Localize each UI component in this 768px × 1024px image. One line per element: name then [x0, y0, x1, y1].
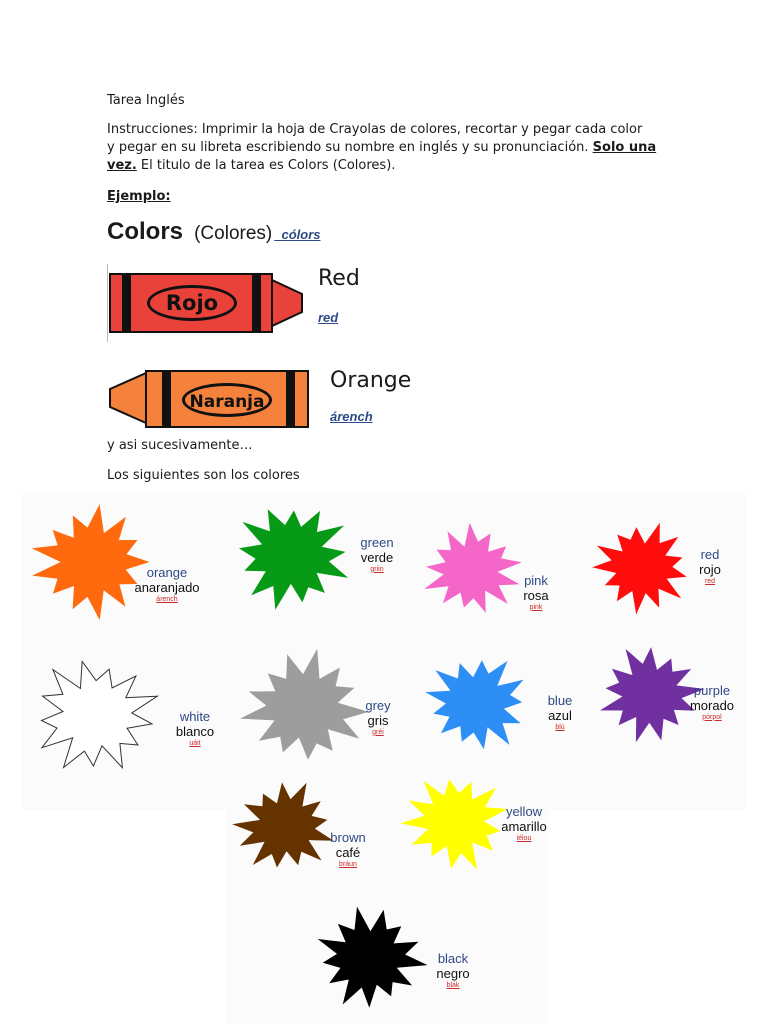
color-label-grey: [356, 699, 400, 737]
spanish-name: café: [335, 844, 361, 860]
starburst-green: [239, 509, 348, 610]
spanish-name: anaranjado: [134, 579, 200, 595]
spanish-name: verde: [360, 549, 394, 565]
color-label-orange: [117, 566, 217, 604]
starburst-pink: [424, 523, 522, 613]
english-name: pink: [524, 573, 548, 588]
starburst-white: [42, 662, 158, 768]
pronunciation: blák: [446, 981, 460, 989]
pronunciation: gréi: [372, 728, 384, 736]
following-text: Los siguientes son los colores: [107, 468, 300, 483]
pronunciation: iélou: [516, 834, 532, 842]
color-label-blue: [540, 694, 580, 732]
instructions-line-2: y pegar en su libreta escribiendo su nombre en inglés y su pronunciación.: [107, 140, 589, 155]
english-name: purple: [693, 683, 731, 698]
color-label-green: [347, 536, 407, 574]
color-label-pink: [510, 574, 562, 612]
instructions-line-3: El titulo de la tarea es Colors (Colores).: [136, 158, 396, 173]
pronunciation: pink: [529, 603, 543, 611]
example-english-orange: Orange: [330, 368, 412, 393]
continuation-text: y asi sucesivamente…: [107, 438, 253, 453]
english-name: grey: [365, 698, 391, 713]
english-name: yellow: [505, 804, 543, 819]
spanish-name: amarillo: [501, 818, 547, 834]
starburst-black: [318, 907, 428, 1008]
pronunciation: bráun: [339, 860, 357, 868]
instructions-emphasis-1: Solo una: [592, 140, 657, 155]
pronunciation: pórpol: [702, 713, 722, 721]
color-label-brown: [322, 831, 374, 869]
heading-spanish: (Colores): [194, 223, 273, 244]
example-pron-orange: árench: [330, 409, 373, 424]
crayon-label-rojo: Rojo: [165, 291, 219, 315]
starburst-grey: [240, 649, 369, 760]
english-name: brown: [330, 830, 366, 845]
english-name: black: [437, 951, 469, 966]
starburst-brown: [232, 782, 334, 867]
pronunciation: griin: [370, 565, 384, 573]
doc-title: Tarea Inglés: [107, 93, 185, 108]
spanish-name: rosa: [523, 587, 549, 603]
spanish-name: gris: [367, 712, 389, 728]
color-label-yellow: [492, 805, 556, 843]
pronunciation: uáit: [189, 739, 201, 747]
spanish-name: blanco: [175, 723, 215, 739]
heading-english: Colors: [107, 218, 184, 245]
spanish-name: morado: [689, 697, 735, 713]
pronunciation: blú: [555, 723, 565, 731]
english-name: orange: [146, 565, 188, 580]
spanish-name: negro: [436, 965, 470, 981]
starburst-red: [592, 523, 686, 615]
english-name: white: [179, 709, 211, 724]
example-english-red: Red: [318, 266, 360, 291]
starburst-blue: [425, 660, 523, 749]
instructions-emphasis-2: vez.: [107, 158, 137, 173]
pronunciation: red: [704, 577, 716, 585]
color-label-purple: [684, 684, 740, 722]
color-label-white: [165, 710, 225, 748]
english-name: blue: [547, 693, 573, 708]
english-name: green: [360, 535, 394, 550]
example-label: Ejemplo:: [107, 189, 171, 204]
pronunciation: árench: [156, 595, 178, 603]
spanish-name: azul: [548, 707, 572, 723]
crayon-label-naranja: Naranja: [189, 392, 265, 412]
color-label-red: [690, 548, 730, 586]
instructions-line-1: Instrucciones: Imprimir la hoja de Crayolas de colores, recortar y pegar cada color: [107, 122, 643, 137]
heading-pronunciation: cólors: [281, 227, 321, 242]
example-pron-red: red: [318, 310, 339, 325]
spanish-name: rojo: [699, 561, 721, 577]
color-label-black: [428, 952, 478, 990]
english-name: red: [700, 547, 720, 562]
